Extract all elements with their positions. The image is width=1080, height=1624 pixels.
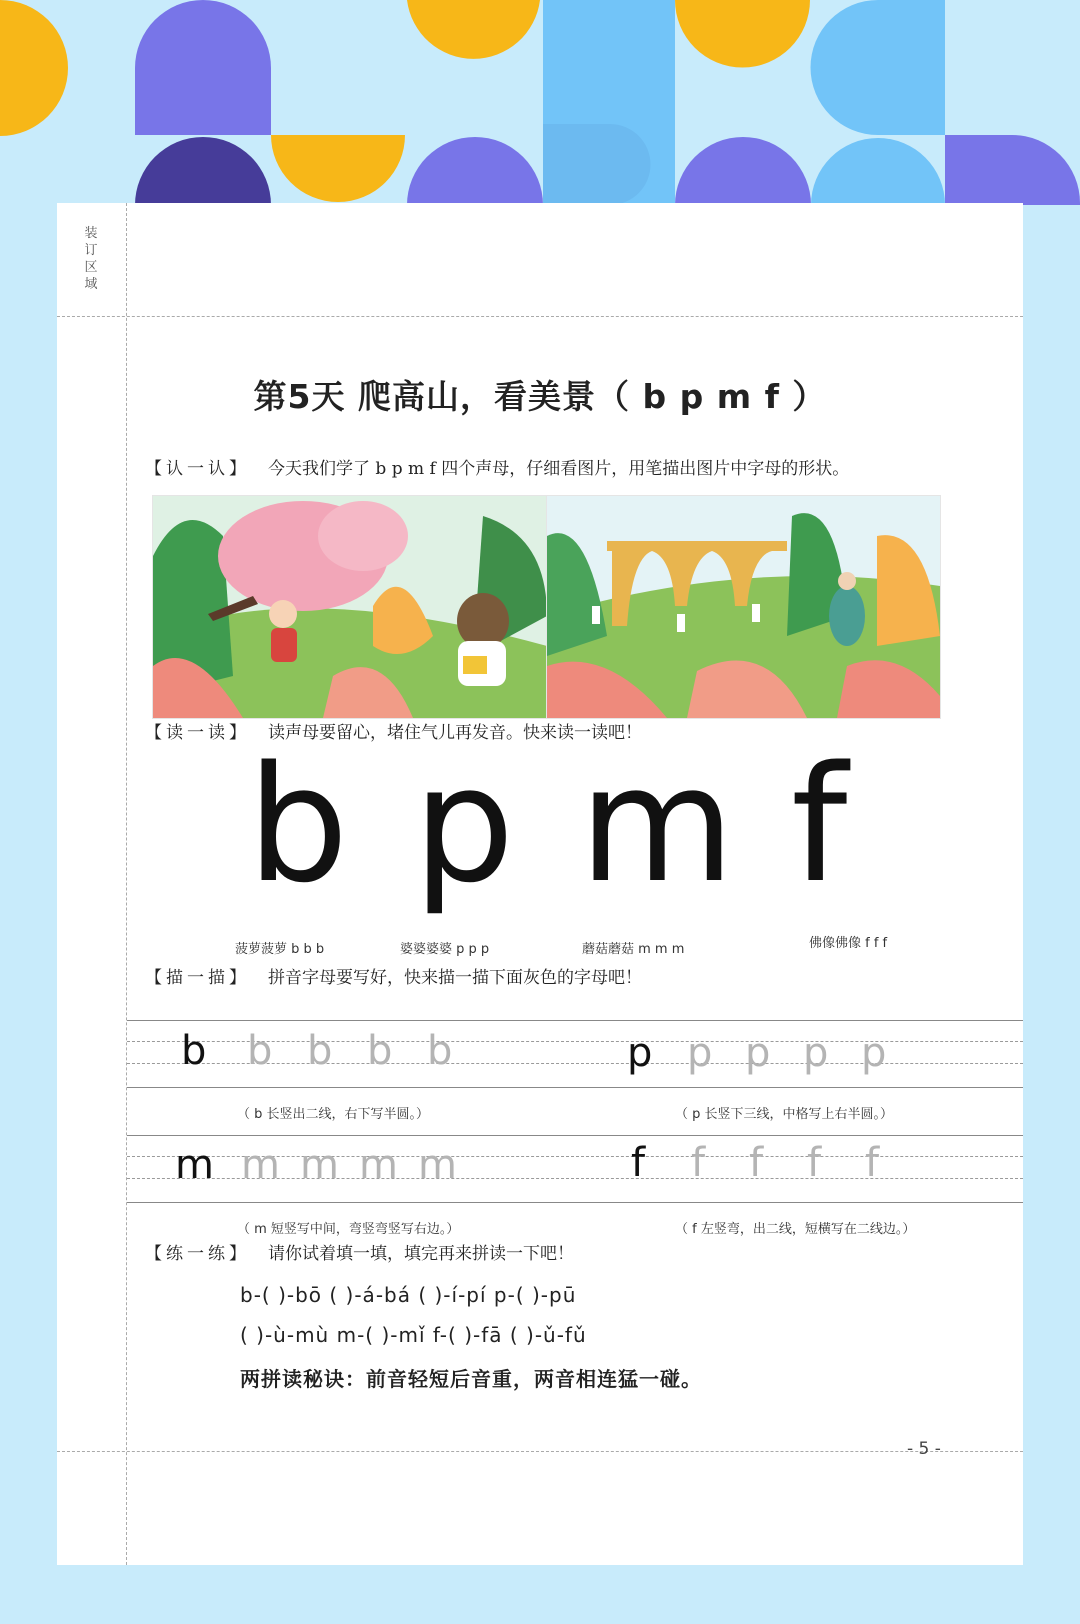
binding-line-top [57, 316, 1023, 317]
writing-line-bottom [127, 1087, 1023, 1088]
letter-m-large: m [579, 731, 735, 918]
illustration-arch-bridge-hill [546, 495, 941, 719]
page-title: 第5天 爬高山，看美景（ b p m f ） [253, 377, 827, 416]
binding-area-label: 装订区域 [84, 226, 98, 292]
caption-f: 佛像佛像 f f f [809, 936, 888, 951]
section-recognize [145, 454, 849, 479]
trace-letter-m[interactable]: m [241, 1142, 280, 1188]
hint-b: （ b 长竖出二线，右下写半圆。） [237, 1107, 430, 1122]
section-trace [145, 963, 642, 988]
page-number: - 5 - [907, 1439, 941, 1459]
trace-letter-f[interactable]: f [749, 1140, 764, 1186]
spelling-tip: 两拼读秘诀：前音轻短后音重，两音相连猛一碰。 [240, 1367, 702, 1391]
letter-p-large: p [413, 731, 515, 918]
exercise-line-2[interactable]: ( )-ù-mù m-( )-mǐ f-( )-fā ( )-ǔ-fǔ [240, 1323, 587, 1347]
caption-b: 菠萝菠萝 b b b [235, 942, 325, 957]
section-read-text: 读声母要留心，堵住气儿再发音。快来读一读吧！ [268, 723, 642, 743]
trace-letter-p[interactable]: p [803, 1030, 829, 1076]
section-read-label: 【读一读】 [145, 723, 250, 743]
workbook-page [57, 203, 1023, 1565]
hint-f: （ f 左竖弯，出二线，短横写在二线边。） [675, 1222, 916, 1237]
trace-letter-b[interactable]: b [367, 1028, 393, 1074]
trace-letter-b[interactable]: b [307, 1028, 333, 1074]
section-practice-label: 【练一练】 [145, 1244, 250, 1264]
trace-letter-p[interactable]: p [745, 1030, 771, 1076]
binding-line-bottom [57, 1451, 1023, 1452]
section-recognize-label: 【认一认】 [145, 459, 250, 479]
trace-letter-f[interactable]: f [691, 1140, 706, 1186]
trace-letter-b[interactable]: b [247, 1028, 273, 1074]
writing-line-top [127, 1020, 1023, 1021]
section-trace-text: 拼音字母要写好，快来描一描下面灰色的字母吧！ [268, 968, 642, 988]
trace-model-p: p [627, 1030, 653, 1076]
writing-line-top [127, 1135, 1023, 1136]
letter-b-large: b [247, 731, 349, 918]
trace-letter-f[interactable]: f [865, 1140, 880, 1186]
section-recognize-text: 今天我们学了 b p m f 四个声母，仔细看图片，用笔描出图片中字母的形状。 [268, 459, 850, 479]
illustration-girl-and-bear [152, 495, 548, 719]
hint-p: （ p 长竖下三线，中格写上右半圆。） [675, 1107, 894, 1122]
trace-letter-m[interactable]: m [418, 1142, 457, 1188]
caption-p: 婆婆婆婆 p p p [400, 942, 490, 957]
writing-line-bottom [127, 1202, 1023, 1203]
exercise-line-1[interactable]: b-( )-bō ( )-á-bá ( )-í-pí p-( )-pū [240, 1283, 577, 1307]
trace-letter-f[interactable]: f [807, 1140, 822, 1186]
caption-m: 蘑菇蘑菇 m m m [582, 942, 685, 957]
hint-m: （ m 短竖写中间，弯竖弯竖写右边。） [237, 1222, 460, 1237]
trace-letter-p[interactable]: p [687, 1030, 713, 1076]
trace-model-f: f [631, 1140, 646, 1186]
trace-letter-p[interactable]: p [861, 1030, 887, 1076]
trace-model-m: m [175, 1142, 214, 1188]
section-read [145, 718, 642, 743]
section-practice-text: 请你试着填一填，填完再来拼读一下吧！ [268, 1244, 574, 1264]
section-trace-label: 【描一描】 [145, 968, 250, 988]
trace-model-b: b [181, 1028, 207, 1074]
section-practice [145, 1239, 574, 1264]
trace-letter-m[interactable]: m [359, 1142, 398, 1188]
trace-letter-m[interactable]: m [300, 1142, 339, 1188]
trace-letter-b[interactable]: b [427, 1028, 453, 1074]
decorative-header-shapes [0, 0, 1080, 205]
letter-f-large: f [791, 731, 848, 918]
